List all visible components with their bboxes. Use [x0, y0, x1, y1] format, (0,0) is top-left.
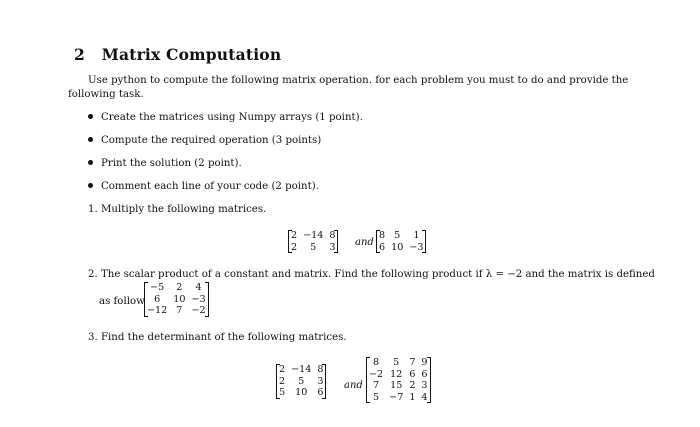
problem-1-matrix-a [288, 230, 338, 253]
matrix-cell: −7 [389, 391, 404, 403]
matrix-cell: 8 [317, 364, 324, 375]
matrix-cell: 1 [413, 230, 420, 241]
matrix-cell: 5 [298, 375, 305, 387]
bracket-left [376, 230, 380, 253]
matrix-cell: −14 [291, 364, 312, 375]
section-number: 2 [74, 45, 85, 64]
section-title: Matrix Computation [101, 45, 282, 64]
matrix-cell: 6 [421, 368, 428, 380]
task-text: Create the matrices using Numpy arrays (1 point). [101, 112, 363, 123]
matrix-row [288, 242, 338, 254]
matrix-row [276, 387, 326, 399]
bullet-icon [88, 114, 93, 119]
matrix-row [366, 392, 431, 404]
matrix-row [144, 305, 209, 317]
bracket-right [334, 230, 338, 253]
matrix-cell: 2 [409, 380, 416, 391]
matrix-cell: 5 [393, 357, 400, 368]
task-item [88, 134, 321, 148]
matrix-row [376, 242, 426, 254]
problem-1-matrix-b [376, 230, 426, 253]
matrix-cell: 2 [291, 230, 298, 241]
matrix-cell: 3 [317, 375, 324, 387]
matrix-cell: −14 [303, 230, 324, 241]
matrix-row [288, 230, 338, 242]
matrix-cell: −2 [369, 368, 384, 380]
matrix-cell: −12 [147, 305, 168, 316]
matrix-cell: 12 [390, 368, 403, 380]
matrix-row [276, 376, 326, 388]
problem-2-statement [88, 268, 655, 282]
bracket-right [322, 364, 326, 399]
matrix-cell: 3 [421, 380, 428, 391]
matrix-cell: 2 [279, 364, 286, 375]
matrix-cell: 10 [391, 241, 404, 253]
bracket-left [276, 364, 280, 399]
matrix-cell: −5 [150, 282, 165, 293]
matrix-cell: 5 [279, 387, 286, 398]
problem-3-matrix-b [366, 357, 431, 403]
intro-line-1: Use python to compute the following matrix operation. for each problem you must to do and provide the [88, 75, 629, 86]
matrix-cell: 8 [379, 230, 386, 241]
matrix-row [366, 369, 431, 381]
bracket-left [144, 282, 148, 317]
matrix-cell: −2 [191, 305, 206, 316]
bracket-right [427, 357, 431, 403]
matrix-cell: 8 [373, 357, 380, 368]
problem-3-text: Find the determinant of the following matrices. [100, 332, 347, 343]
problem-3-connector: and [344, 380, 363, 391]
matrix-cell: 4 [195, 282, 202, 293]
problem-1-statement [88, 203, 266, 217]
intro-line-2: following task. [68, 89, 144, 100]
matrix-cell: 5 [373, 391, 380, 403]
task-item [88, 111, 363, 125]
matrix-cell: 7 [176, 305, 183, 316]
bullet-icon [88, 137, 93, 142]
matrix-cell: 3 [329, 241, 336, 253]
matrix-cell: 6 [379, 241, 386, 253]
bracket-right [205, 282, 209, 317]
matrix-cell: 6 [317, 387, 324, 398]
matrix-row [144, 282, 209, 294]
task-text: Comment each line of your code (2 point). [101, 181, 319, 192]
problem-2-number: 2. [88, 269, 98, 280]
matrix-row [144, 294, 209, 306]
bracket-left [366, 357, 370, 403]
matrix-cell: 7 [409, 357, 416, 368]
task-item [88, 157, 242, 171]
task-text: Compute the required operation (3 points) [101, 135, 322, 146]
matrix-cell: 10 [295, 387, 308, 398]
problem-3-statement [88, 331, 347, 345]
matrix-cell: 15 [390, 380, 403, 391]
matrix-cell: 2 [291, 241, 298, 253]
matrix-cell: 10 [173, 293, 186, 305]
bracket-right [422, 230, 426, 253]
task-text: Print the solution (2 point). [101, 158, 242, 169]
matrix-cell: 2 [279, 375, 286, 387]
problem-2-text: The scalar product of a constant and matrix. Find the following product if λ = −2 and the matrix is defined [100, 269, 655, 280]
matrix-cell: 6 [154, 293, 161, 305]
matrix-cell: −3 [409, 241, 424, 253]
problem-3-matrix-a [276, 364, 326, 399]
problem-1-number: 1. [88, 204, 98, 215]
matrix-cell: 1 [409, 391, 416, 403]
matrix-cell: 5 [394, 230, 401, 241]
problem-1-text: Multiply the following matrices. [100, 204, 267, 215]
problem-2-lead: as follow [99, 296, 145, 307]
section-heading [74, 45, 281, 64]
matrix-cell: 4 [421, 391, 428, 403]
bracket-left [288, 230, 292, 253]
matrix-cell: 7 [373, 380, 380, 391]
matrix-cell: 8 [329, 230, 336, 241]
matrix-cell: 9 [421, 357, 428, 368]
matrix-cell: −3 [191, 293, 206, 305]
problem-2-matrix [144, 282, 209, 317]
matrix-cell: 2 [176, 282, 183, 293]
bullet-icon [88, 183, 93, 188]
matrix-row [276, 364, 326, 376]
matrix-row [366, 357, 431, 369]
matrix-cell: 5 [310, 241, 317, 253]
matrix-row [376, 230, 426, 242]
problem-3-number: 3. [88, 332, 98, 343]
problem-1-connector: and [355, 237, 374, 248]
task-item [88, 180, 319, 194]
matrix-row [366, 380, 431, 392]
matrix-cell: 6 [409, 368, 416, 380]
bullet-icon [88, 160, 93, 165]
